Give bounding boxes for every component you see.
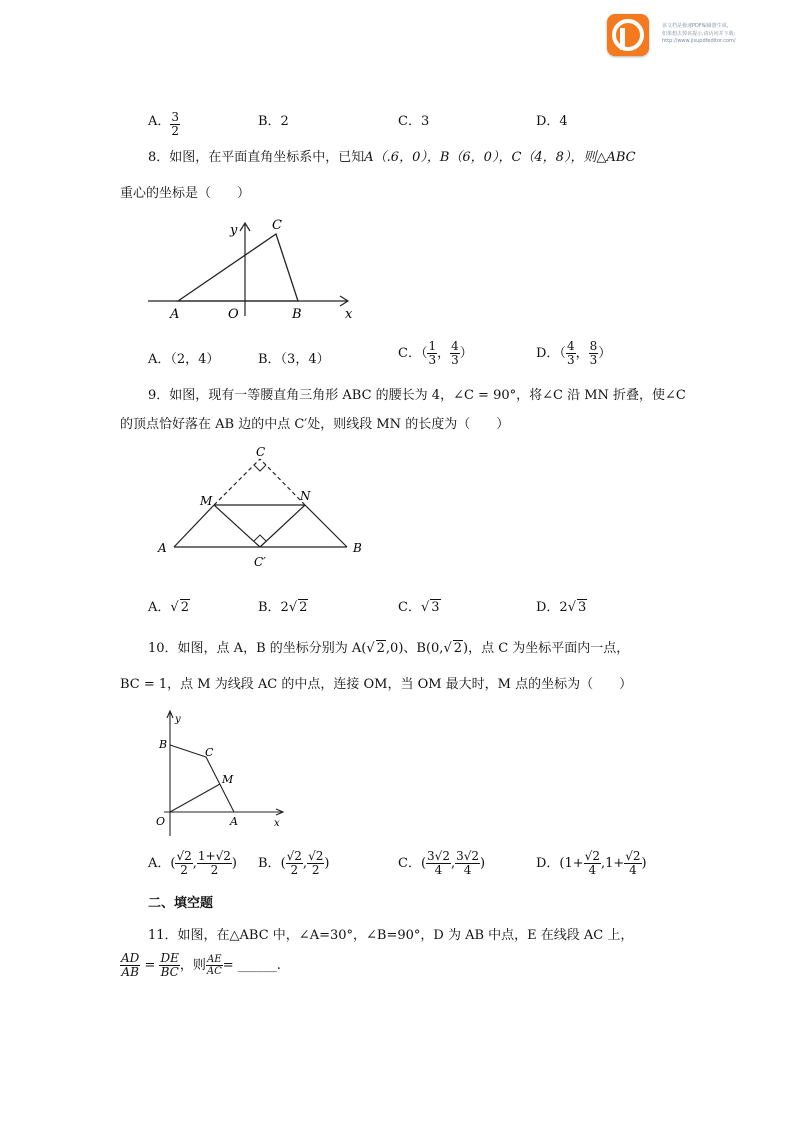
q8-label-o: O [228,307,239,322]
q10-stem-line1: 10．如图，点 A，B 的坐标分别为 A(√ 2,0)、B(0,√ 2)，点 C 为坐标平面内一点， [148,641,630,656]
q10-option-c[interactable]: C．( $\frac{3√2}{4}$ , $\frac{3√2}{4}$ ) [398,849,486,877]
q10-label-a: A [230,815,238,828]
q9-label-c: C [256,445,266,459]
q9-label-b: B [353,541,362,555]
q10-label-c: C [205,746,214,759]
watermark-line-3: http://www.jisupdfeditor.com/ [662,38,736,44]
q9-option-b[interactable]: B．2√ 2 [258,600,308,615]
q9-stem-line2: 的顶点恰好落在 AB 边的中点 C′处，则线段 MN 的长度为（ ） [120,417,510,432]
q10-figure [150,708,290,838]
q8-label-c: C [272,218,282,233]
q8-option-c[interactable]: C．（ $\frac{1}{3}$ ， $\frac{4}{3}$ ） [398,339,473,367]
section-title-fill-in: 二、填空题 [148,896,214,911]
q8-option-a[interactable]: A．（2，4） [148,352,220,367]
q10-stem-line2: BC = 1，点 M 为线段 AC 的中点，连接 OM，当 OM 最大时，M 点的坐标为（ ） [120,677,633,692]
q10-label-o: O [156,815,166,828]
q10-label-b: B [159,738,168,751]
q7-option-c[interactable]: C．3 [398,114,430,129]
q8-label-x: x [345,307,353,322]
q10-label-x: x [274,818,280,829]
q10-label-y: y [175,714,181,725]
q9-stem-line1: 9．如图，现有一等腰直角三角形 ABC 的腰长为 4，∠C = 90°，将∠C 沿 MN 折叠，使∠C [148,388,686,403]
q11-stem-line2: $\frac{AD}{AB}$ = $\frac{DE}{BC}$ ，则 $\frac{AE}{AC}$ = ______. [121,951,281,979]
q8-label-y: y [230,223,238,238]
q8-stem-line1: 8．如图，在平面直角坐标系中，已知A（.6，0），B（6，0），C（4，8），则△ABC [148,150,636,165]
q9-option-c[interactable]: C．√ 3 [398,600,440,615]
q7-option-a[interactable]: A． $\frac{3}{2}$ [148,110,180,138]
pdf-editor-logo [607,14,649,56]
q8-stem-line2: 重心的坐标是（ ） [120,186,251,201]
q8-option-b[interactable]: B．（3，4） [258,352,330,367]
q9-label-a: A [158,541,167,555]
q8-label-a: A [170,307,180,322]
watermark-line-2: 如果想去掉该提示,请访问并下载: [662,31,736,37]
q7-option-d[interactable]: D．4 [536,114,568,129]
watermark-line-1: 该文档是极速PDF编辑器生成, [662,23,729,29]
p-logo-icon [607,14,649,56]
q9-option-a[interactable]: A．√ 2 [148,600,189,615]
q10-option-d[interactable]: D．(1+ $\frac{√2}{4}$ ,1+ $\frac{√2}{4}$ ) [536,849,647,877]
q9-figure [150,445,375,575]
q10-option-a[interactable]: A．( $\frac{√2}{2}$ , $\frac{1+√2}{2}$ ) [148,849,237,877]
q10-option-b[interactable]: B．( $\frac{√2}{2}$ , $\frac{√2}{2}$ ) [258,849,330,877]
q9-label-n: N [300,489,311,503]
q9-label-m: M [200,494,213,508]
q10-label-m: M [222,773,234,786]
q8-option-d[interactable]: D．（ $\frac{4}{3}$ ， $\frac{8}{3}$ ） [536,339,612,367]
q9-label-c-prime: C′ [254,555,266,569]
q7-option-b[interactable]: B．2 [258,114,289,129]
q9-option-d[interactable]: D．2√ 3 [536,600,587,615]
q8-label-b: B [292,307,302,322]
q8-figure [140,212,360,322]
q11-stem-line1: 11．如图，在△ABC 中，∠A=30°，∠B=90°，D 为 AB 中点，E 在线段 AC 上， [148,928,634,943]
